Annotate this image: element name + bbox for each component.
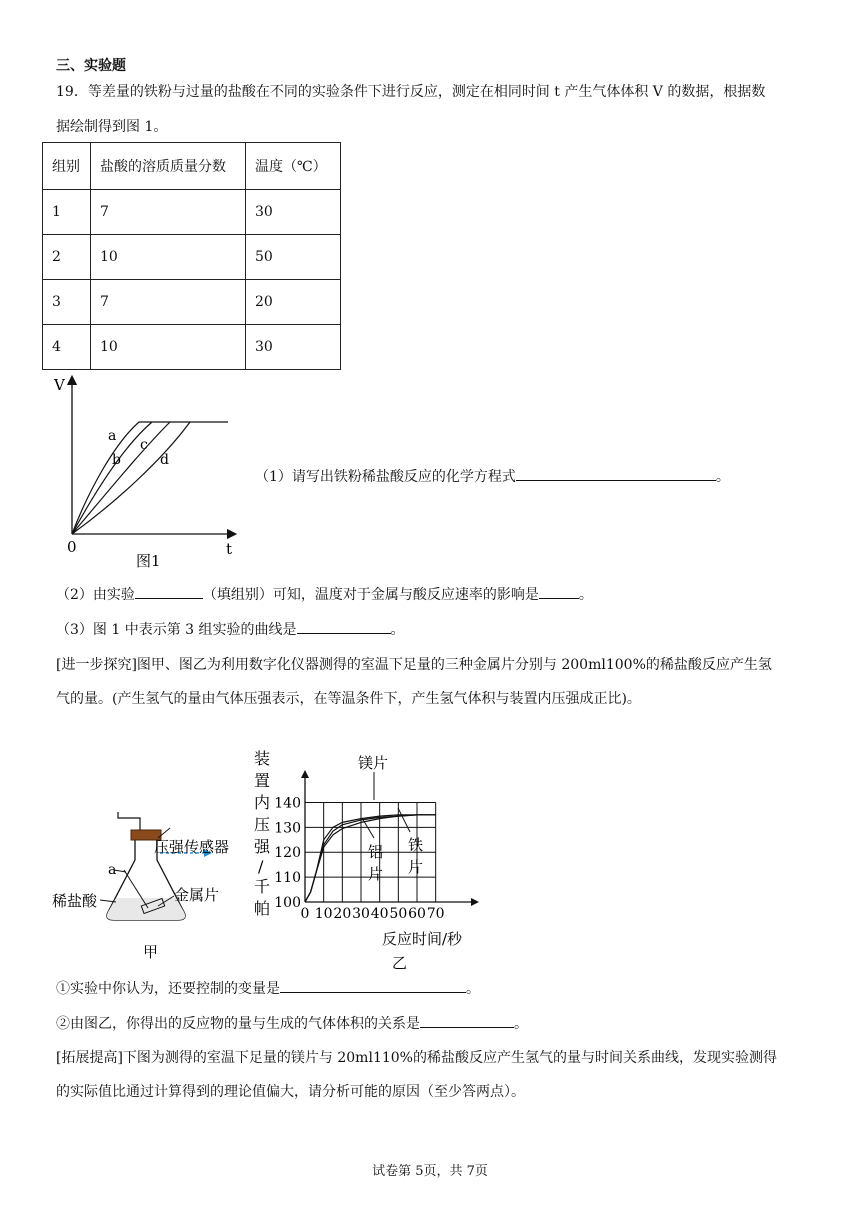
page-footer: 试卷第 5页，共 7页 (372, 1164, 488, 1179)
section-title: 三、实验题 (56, 58, 126, 74)
table-header-row (43, 143, 341, 190)
table-cell: 2 (43, 235, 91, 280)
fe-leader (398, 808, 410, 832)
answer-blank-1[interactable] (516, 468, 716, 481)
table-cell: 50 (246, 235, 341, 280)
part-1-end: 。 (715, 469, 730, 485)
figure-yi-pressure-chart (250, 742, 490, 982)
extend-line2: 的实际值比通过计算得到的理论值偏大，请分析可能的原因（至少答两点）。 (56, 1084, 525, 1100)
y-tick-label: 110 (274, 870, 301, 887)
answer-blank-2a[interactable] (135, 586, 203, 599)
y-axis-label: V (54, 376, 65, 394)
part-2-end: 。 (578, 587, 593, 603)
series-label-mg: 镁片 (358, 754, 389, 772)
y-tick-label: 140 (274, 795, 301, 812)
table-row (43, 235, 341, 280)
experiment-table (42, 142, 341, 370)
table-cell: 7 (91, 190, 246, 235)
part-3-line (56, 619, 405, 639)
x-axis-label: t (226, 540, 233, 558)
figure-jia-caption: 甲 (143, 943, 159, 961)
sub-question-1-text: ①实验中你认为，还要控制的变量是 (56, 981, 280, 997)
ylabel-char: 帕 (254, 899, 271, 918)
sub-question-1 (56, 978, 480, 998)
label-sensor: 压强传感器 (154, 838, 230, 856)
part-2-text-a: （2）由实验 (56, 587, 135, 603)
label-metal: 金属片 (174, 886, 220, 904)
series-label-al-2: 片 (368, 865, 384, 883)
ylabel-char: 千 (254, 877, 271, 896)
table-cell: 20 (246, 280, 341, 325)
explore-line1: [进一步探究]图甲、图乙为利用数字化仪器测得的室温下足量的三种金属片分别与 200ml100%的稀盐酸反应产生氢 (56, 657, 772, 673)
x-tick-label: 20 (333, 906, 352, 922)
part-3-text: （3）图 1 中表示第 3 组实验的曲线是 (56, 622, 297, 638)
ylabel-char: 强 (254, 837, 271, 856)
part-2-line (56, 584, 593, 604)
answer-blank-2b[interactable] (539, 586, 579, 599)
x-axis-title: 反应时间/秒 (382, 930, 463, 948)
curve-c (72, 422, 170, 534)
question-stem-line1: 19．等差量的铁粉与过量的盐酸在不同的实验条件下进行反应，测定在相同时间 t 产生气体体积 V 的数据，根据数 (56, 84, 766, 100)
table-row (43, 325, 341, 370)
part-1-line (255, 466, 730, 486)
table-cell: 30 (246, 325, 341, 370)
curve-label-c: c (140, 437, 148, 453)
answer-blank-c2[interactable] (420, 1015, 514, 1028)
y-tick-label: 100 (274, 895, 301, 911)
x-tick-label: 60 (408, 906, 426, 922)
question-stem-line2: 据绘制得到图 1。 (56, 119, 168, 135)
part-1-text: （1）请写出铁粉稀盐酸反应的化学方程式 (255, 469, 516, 485)
x-tick-label: 70 (426, 906, 445, 922)
figure-yi-caption: 乙 (392, 954, 408, 972)
ylabel-char: 置 (254, 771, 271, 790)
ylabel-char: / (258, 857, 264, 876)
curve-d (72, 422, 190, 534)
table-cell: 10 (91, 235, 246, 280)
origin-label: 0 (67, 538, 77, 556)
table-cell: 10 (91, 325, 246, 370)
table-cell: 1 (43, 190, 91, 235)
curve-label-d: d (160, 452, 169, 468)
curve-label-b: b (112, 452, 121, 468)
series-label-fe-1: 铁 (408, 836, 424, 854)
sub-question-1-end: 。 (466, 981, 480, 997)
x-tick-label: 40 (370, 906, 389, 922)
y-tick-label: 120 (274, 845, 301, 862)
figure-jia-apparatus (50, 790, 260, 970)
y-axis-arrow (301, 770, 309, 778)
series-label-al-1: 铝 (368, 843, 384, 861)
sub-question-2-end: 。 (514, 1016, 528, 1032)
extend-line1: [拓展提高]下图为测得的室温下足量的镁片与 20ml110%的稀盐酸反应产生氢气的量与时间关系曲线，发现实验测得 (56, 1050, 777, 1066)
glass-tube (118, 812, 140, 830)
table-cell: 7 (91, 280, 246, 325)
table-header-cell: 组别 (43, 143, 91, 190)
x-tick-label: 10 (314, 906, 333, 922)
part-2-text-b: （填组别）可知，温度对于金属与酸反应速率的影响是 (202, 587, 539, 603)
sub-question-2 (56, 1013, 528, 1033)
ylabel-char: 压 (254, 815, 271, 834)
table-row (43, 190, 341, 235)
x-tick-label: 50 (389, 906, 408, 922)
explore-line2: 气的量。(产生氢气的量由气体压强表示，在等温条件下，产生氢气体积与装置内压强成正比)。 (56, 691, 641, 707)
ylabel-char: 内 (254, 793, 271, 812)
part-3-end: 。 (390, 622, 405, 638)
table-cell: 4 (43, 325, 91, 370)
table-row (43, 280, 341, 325)
curve-label-a: a (108, 428, 117, 444)
y-tick-label: 130 (274, 820, 301, 837)
sub-question-2-text: ②由图乙，你得出的反应物的量与生成的气体体积的关系是 (56, 1016, 420, 1032)
ylabel-char: 装 (254, 749, 271, 768)
x-axis-arrow (471, 898, 479, 906)
series-label-fe-2: 片 (408, 858, 424, 876)
table-cell: 30 (246, 190, 341, 235)
figure-1-vt-graph (44, 372, 254, 572)
table-header-cell: 温度（℃） (246, 143, 341, 190)
table-cell: 3 (43, 280, 91, 325)
label-acid: 稀盐酸 (52, 892, 98, 910)
x-tick-label: 30 (352, 906, 370, 922)
label-a: a (108, 862, 117, 878)
x-tick-label: 0 (300, 906, 310, 922)
answer-blank-3[interactable] (297, 621, 391, 634)
answer-blank-c1[interactable] (280, 980, 466, 993)
figure-caption: 图1 (136, 552, 161, 570)
table-header-cell: 盐酸的溶质质量分数 (91, 143, 246, 190)
